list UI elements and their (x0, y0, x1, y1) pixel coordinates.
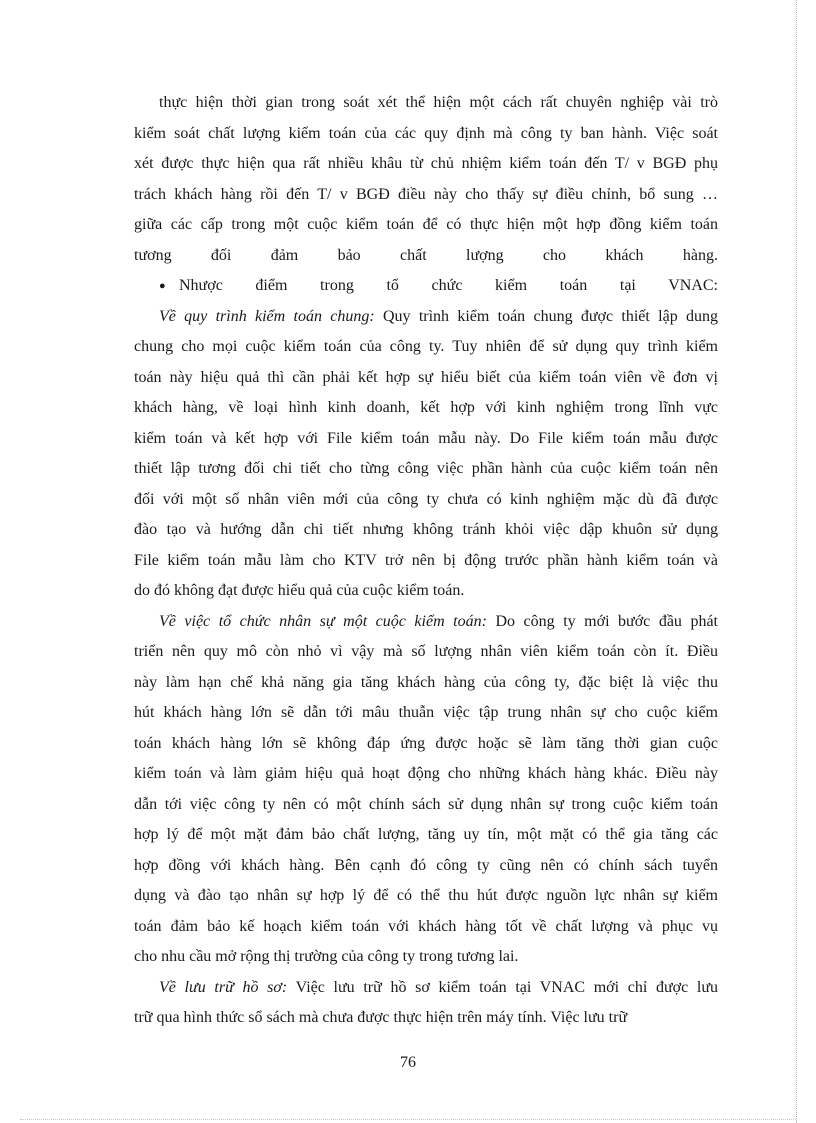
paragraph-line: thực hiện thời gian trong soát xét thể hiện một cách rất chuyên nghiệp vài trò (159, 94, 718, 111)
section-heading-nhan-su: Về việc tổ chức nhân sự một cuộc kiểm toán: (159, 612, 487, 630)
paragraph-line: hợp đồng với khách hàng. Bên cạnh đó công ty cũng nên có chính sách tuyển (134, 856, 718, 874)
section-heading-quy-trinh: Về quy trình kiểm toán chung: (159, 307, 375, 325)
paragraph-line: kiểm soát chất lượng kiểm toán của các quy định mà công ty ban hành. Việc soát (134, 124, 718, 142)
page-border-right (796, 0, 797, 1123)
paragraph-line: toán này hiệu quả thì cần phải kết hợp sự hiểu biết của kiểm toán viên về đơn vị (134, 368, 718, 386)
paragraph-line: dụng và đào tạo nhân sự hợp lý để có thể thu hút được nguồn lực nhân sự kiểm (134, 887, 718, 904)
document-body (134, 88, 718, 1034)
paragraph-line: xét được thực hiện qua rất nhiều khâu từ chủ nhiệm kiểm toán đến T/ v BGĐ phụ (134, 155, 718, 172)
paragraph-line: trách khách hàng rồi đến T/ v BGĐ điều này cho thấy sự điều chỉnh, bổ sung … (134, 185, 718, 203)
paragraph-line: kiểm toán và làm giảm hiệu quả hoạt động cho những khách hàng khác. Điều này (134, 765, 718, 782)
paragraph-line: đối với một số nhân viên mới của công ty chưa có kinh nghiệm mặc dù đã được (134, 490, 718, 508)
paragraph-line: khách hàng, về loại hình kinh doanh, kết hợp với kinh nghiệm trong lĩnh vực (134, 399, 718, 416)
paragraph-line: do đó không đạt được hiểu quả của cuộc kiểm toán. (134, 582, 465, 599)
paragraph-line: trữ qua hình thức sổ sách mà chưa được thực hiện trên máy tính. Việc lưu trữ (134, 1009, 628, 1026)
page-border-bottom (20, 1119, 796, 1120)
paragraph-line: thiết lập tương đối chi tiết cho từng công việc phần hành của cuộc kiểm toán nên (134, 460, 718, 477)
section-first-line (134, 302, 718, 333)
paragraph-line: chung cho mọi cuộc kiểm toán của công ty. Tuy nhiên để sử dụng quy trình kiểm (134, 338, 718, 355)
bullet-item (134, 271, 718, 302)
paragraph-line: đào tạo và hướng dẫn chi tiết nhưng không tránh khỏi việc dập khuôn sử dụng (134, 521, 718, 538)
paragraph-line: dẫn tới việc công ty nên có một chính sách sử dụng nhân sự trong cuộc kiểm toán (134, 795, 718, 813)
section-text: Quy trình kiểm toán chung được thiết lập dung (374, 307, 718, 325)
paragraph-line: toán khách hàng lớn sẽ không đáp ứng được hoặc sẽ làm tăng thời gian cuộc (134, 734, 718, 752)
bullet-text: Nhược điểm trong tổ chức kiểm toán tại VNAC: (179, 277, 718, 294)
section-first-line (134, 607, 718, 638)
paragraph-line: này làm hạn chế khả năng gia tăng khách hàng của công ty, đặc biệt là việc thu (134, 673, 718, 691)
paragraph-line: triển nên quy mô còn nhỏ vì vậy mà số lượng nhân viên kiểm toán còn ít. Điều (134, 643, 718, 660)
paragraph-line: kiểm toán và kết hợp với File kiểm toán mẫu này. Do File kiểm toán mẫu được (134, 429, 718, 447)
paragraph-line: hợp lý để một mặt đảm bảo chất lượng, tăng uy tín, một mặt có thể gia tăng các (134, 826, 718, 843)
section-first-line (134, 973, 718, 1004)
paragraph-line: giữa các cấp trong một cuộc kiểm toán để có thực hiện một hợp đồng kiểm toán (134, 216, 718, 233)
section-heading-luu-tru: Về lưu trữ hồ sơ: (159, 978, 288, 996)
paragraph-line: File kiểm toán mẫu làm cho KTV trở nên bị động trước phần hành kiểm toán và (134, 551, 718, 569)
paragraph-line: toán đảm bảo kế hoạch kiểm toán với khách hàng tốt về chất lượng và phục vụ (134, 917, 718, 935)
section-text: Việc lưu trữ hồ sơ kiểm toán tại VNAC mới chỉ được lưu (287, 978, 718, 996)
bullet-dot-icon: ● (159, 280, 166, 292)
section-text: Do công ty mới bước đầu phát (486, 612, 718, 630)
paragraph-line: hút khách hàng lớn sẽ dẫn tới mâu thuẫn việc tập trung nhân sự cho cuộc kiểm (134, 704, 718, 721)
paragraph-line: tương đối đảm bảo chất lượng cho khách hàng. (134, 246, 718, 264)
page-number: 76 (400, 1054, 416, 1071)
paragraph-line: cho nhu cầu mở rộng thị trường của công ty trong tương lai. (134, 948, 519, 965)
